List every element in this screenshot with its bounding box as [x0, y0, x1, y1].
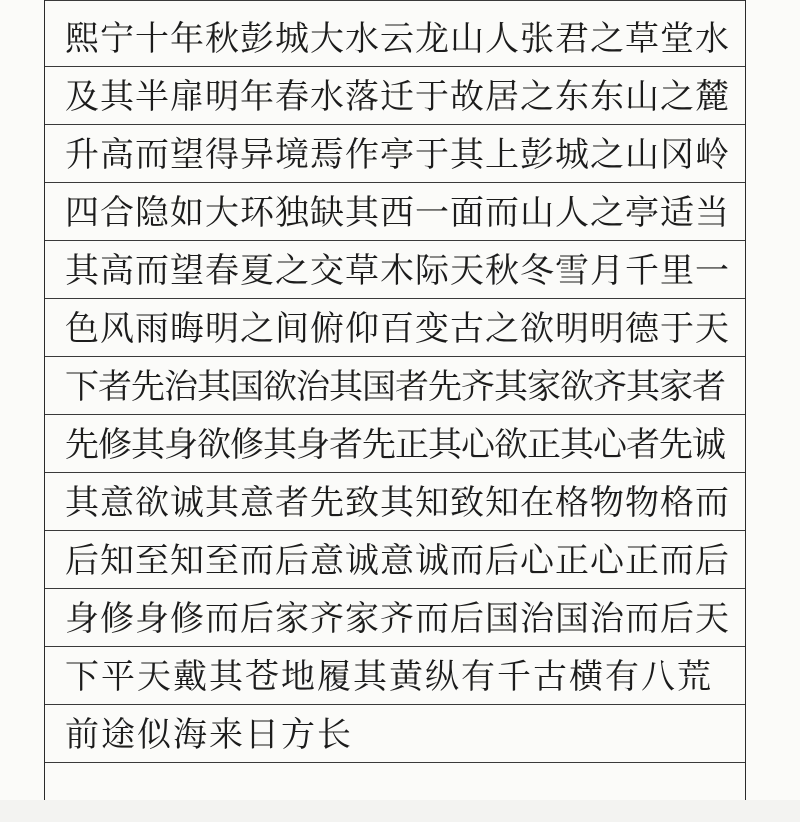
- text-line-7: 下者先治其国欲治其国者先齐其家欲齐其家者: [65, 367, 725, 407]
- text-line-5: 其高而望春夏之交草木际天秋冬雪月千里一: [65, 251, 730, 291]
- text-line-13: 前途似海来日方长: [65, 715, 353, 755]
- text-line-14: [65, 764, 733, 822]
- text-line-4: 四合隐如大环独缺其西一面而山人之亭适当: [65, 193, 730, 233]
- text-line-11: 身修身修而后家齐家齐而后国治国治而后天: [65, 599, 730, 639]
- text-line-2: 及其半扉明年春水落迁于故居之东东山之麓: [65, 77, 730, 117]
- text-line-8: 先修其身欲修其身者先正其心欲正其心者先诚: [65, 425, 725, 465]
- text-line-9: 其意欲诚其意者先致其知致知在格物物格而: [65, 483, 730, 523]
- rule-line: [45, 0, 745, 1]
- text-line-6: 色风雨晦明之间俯仰百变古之欲明明德于天: [65, 309, 730, 349]
- text-line-1: 熙宁十年秋彭城大水云龙山人张君之草堂水: [65, 19, 730, 59]
- writing-grid: [44, 0, 746, 800]
- text-line-12: 下平天戴其苍地履其黄纵有千古横有八荒: [65, 657, 713, 697]
- text-line-3: 升高而望得异境焉作亭于其上彭城之山冈岭: [65, 135, 730, 175]
- text-line-10: 后知至知至而后意诚意诚而后心正心正而后: [65, 541, 730, 581]
